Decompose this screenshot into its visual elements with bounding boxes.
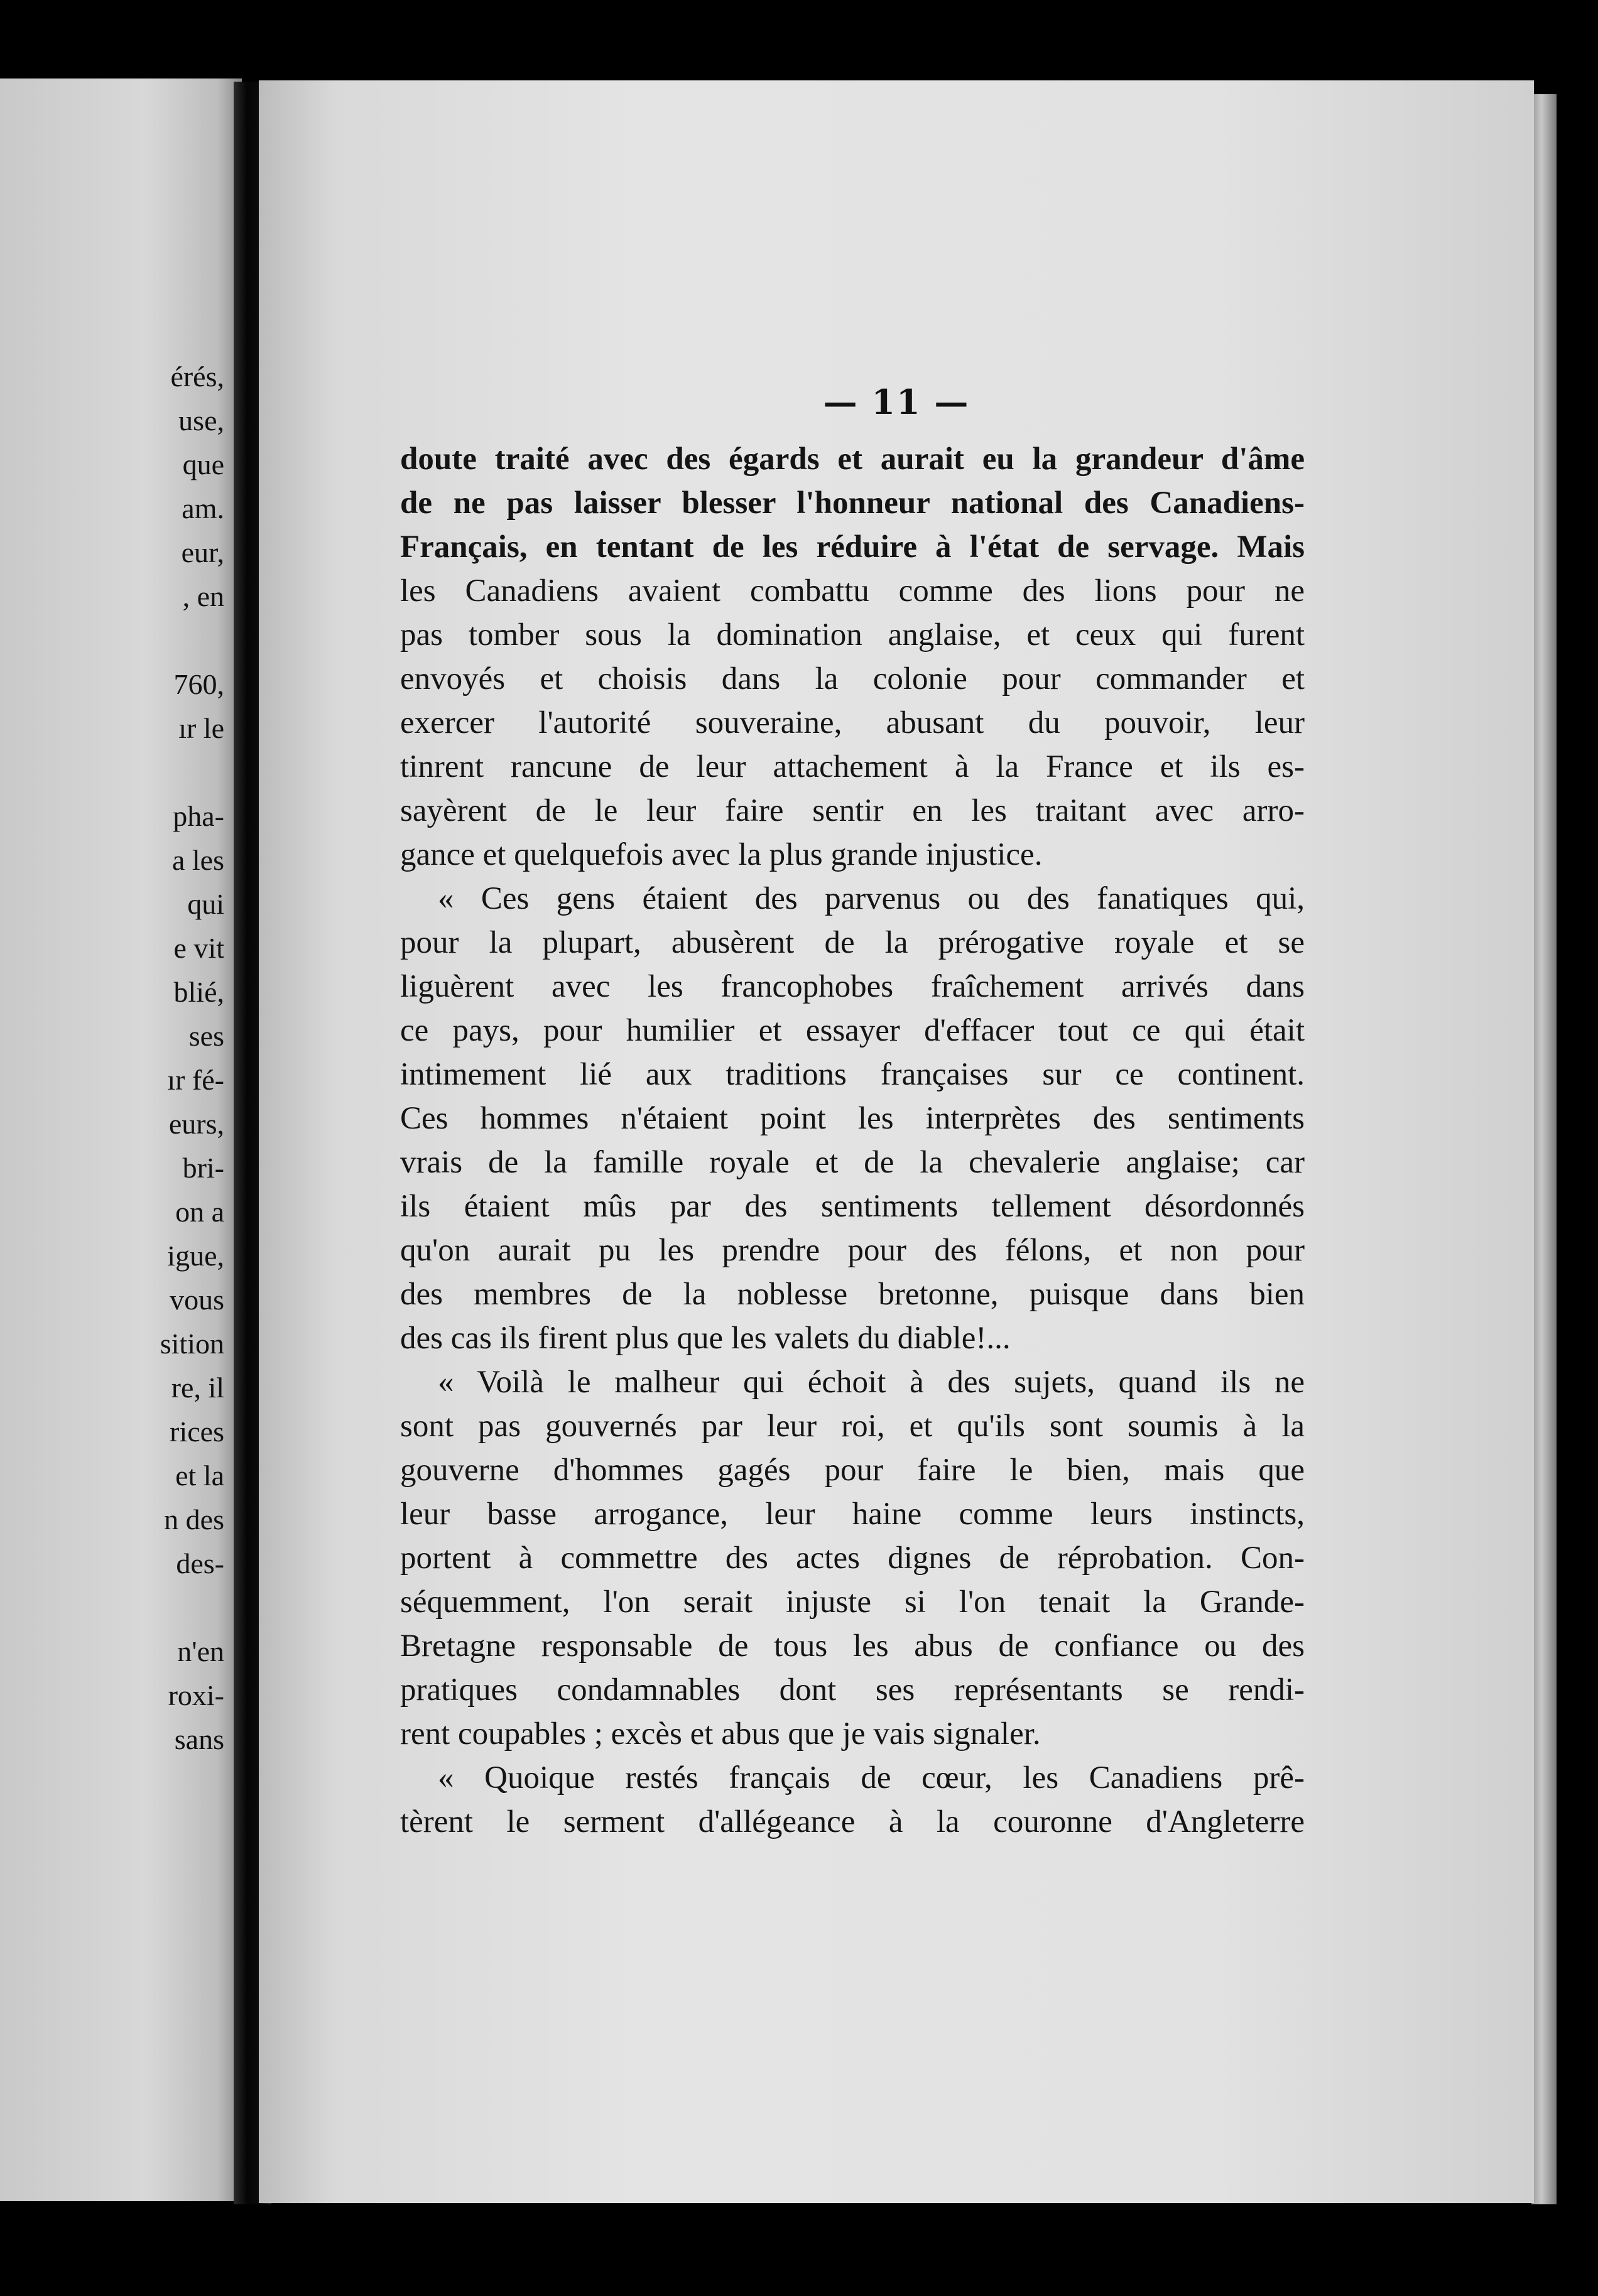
text-line: Ces hommes n'étaient point les interprètes des sentiments [400,1101,1305,1136]
facing-line [160,750,224,794]
facing-line: ır le [178,712,224,744]
facing-line: ır fé- [167,1064,224,1096]
facing-line: e vit [173,932,224,964]
text-line: ce pays, pour humilier et essayer d'effacer tout ce qui était [400,1013,1305,1048]
text-line: « Ces gens étaient des parvenus ou des fanatiques qui, [438,881,1305,916]
facing-line: igue, [167,1240,224,1272]
text-line: Français, en tentant de les réduire à l'état de servage. Mais [400,529,1305,565]
facing-line: rices [170,1416,224,1448]
facing-line: sition [160,1328,224,1360]
text-line: sont pas gouvernés par leur roi, et qu'ils sont soumis à la [400,1409,1305,1444]
text-line: gance et quelquefois avec la plus grande injustice. [400,837,1043,872]
text-line: portent à commettre des actes dignes de réprobation. Con- [400,1541,1305,1576]
text-line: gouverne d'hommes gagés pour faire le bien, mais que [400,1453,1305,1488]
text-line: exercer l'autorité souveraine, abusant du pouvoir, leur [400,705,1305,740]
facing-line: blié, [173,976,224,1008]
text-line: pas tomber sous la domination anglaise, et ceux qui furent [400,617,1305,653]
facing-line: vous [170,1284,224,1316]
page-number: — 11 — [823,382,970,422]
facing-line: des- [176,1547,224,1579]
facing-line: use, [178,404,224,436]
text-line: envoyés et choisis dans la colonie pour commander et [400,661,1305,696]
facing-line: et la [175,1459,224,1492]
text-line: leur basse arrogance, leur haine comme leurs instincts, [400,1497,1305,1532]
text-line: « Voilà le malheur qui échoit à des sujets, quand ils ne [438,1365,1305,1400]
facing-line: eur, [181,536,224,568]
page-edges [1531,94,1557,2204]
text-line: intimement lié aux traditions françaises sur ce continent. [400,1057,1305,1092]
text-line: pratiques condamnables dont ses représentants se rendi- [400,1672,1305,1708]
text-line: tèrent le serment d'allégeance à la couronne d'Angleterre [400,1804,1305,1839]
text-line: doute traité avec des égards et aurait eu la grandeur d'âme [400,441,1305,477]
text-line: « Quoique restés français de cœur, les Canadiens prê- [438,1760,1305,1795]
facing-line: , en [182,580,224,612]
facing-line: n'en [177,1635,224,1667]
text-line: des membres de la noblesse bretonne, puisque dans bien [400,1277,1305,1312]
text-line: des cas ils firent plus que les valets du diable!... [400,1321,1011,1356]
text-line: tinrent rancune de leur attachement à la France et ils es- [400,749,1305,784]
facing-line: n des [164,1503,224,1535]
text-line: rent coupables ; excès et abus que je vais signaler. [400,1716,1041,1752]
facing-line: érés, [170,360,224,393]
page-body-text [400,437,1305,1844]
main-page [259,80,1534,2203]
facing-line: on a [175,1196,224,1228]
text-line: séquemment, l'on serait injuste si l'on tenait la Grande- [400,1584,1305,1620]
facing-line: 760, [173,668,224,700]
text-line: vrais de la famille royale et de la chevalerie anglaise; car [400,1145,1305,1180]
facing-line: re, il [171,1372,224,1404]
text-line: de ne pas laisser blesser l'honneur national des Canadiens- [400,485,1305,521]
facing-line: roxi- [168,1679,224,1711]
facing-line: que [182,448,224,480]
facing-line: ses [188,1020,224,1052]
facing-line: qui [187,888,224,920]
text-line: liguèrent avec les francophobes fraîchement arrivés dans [400,969,1305,1004]
facing-line: bri- [182,1152,224,1184]
facing-line: a les [171,844,224,876]
text-line: ils étaient mûs par des sentiments tellement désordonnés [400,1189,1305,1224]
facing-page-left [0,79,242,2201]
text-line: qu'on aurait pu les prendre pour des félons, et non pour [400,1233,1305,1268]
text-line: Bretagne responsable de tous les abus de confiance ou des [400,1628,1305,1664]
facing-line: eurs, [168,1108,224,1140]
facing-page-text [160,355,224,1762]
text-line: sayèrent de le leur faire sentir en les traitant avec arro- [400,793,1305,828]
facing-line [160,1586,224,1630]
facing-line [160,619,224,663]
facing-line: sans [174,1723,224,1755]
text-line: pour la plupart, abusèrent de la prérogative royale et se [400,925,1305,960]
facing-line: am. [182,492,224,524]
facing-line: pha- [173,800,224,832]
text-line: les Canadiens avaient combattu comme des lions pour ne [400,573,1305,609]
